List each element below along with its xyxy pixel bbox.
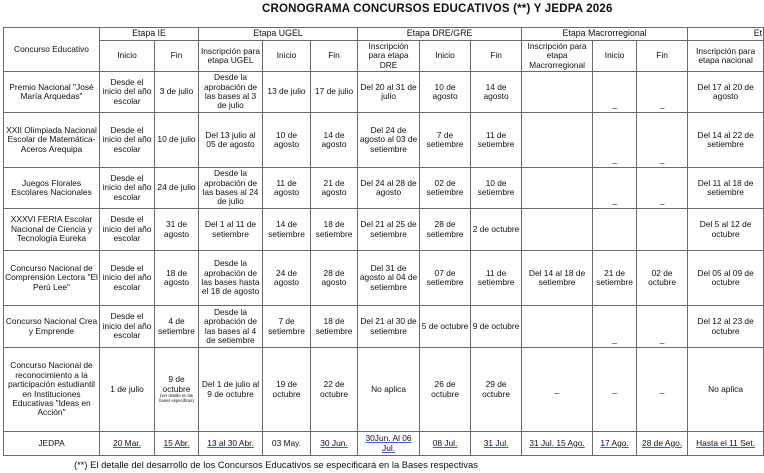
- ie-start: Desde el inicio del año escolar: [100, 251, 155, 306]
- macro-end: 28 de Ago.: [637, 432, 688, 456]
- table-row: [4, 72, 764, 113]
- ie-end-note: (ver detalle en las bases específicas): [159, 393, 194, 403]
- dre-registration: No aplica: [358, 348, 420, 432]
- ugel-registration: 13 al 30 Abr.: [199, 432, 263, 456]
- national-registration: Del 5 al 12 de octubre: [688, 209, 764, 251]
- schedule-table: [3, 27, 764, 456]
- table-row: [4, 209, 764, 251]
- table-row: [4, 348, 764, 432]
- dre-end: 10 de setiembre: [471, 168, 522, 209]
- dre-start: 07 de setiembre: [420, 251, 471, 306]
- header-nacional-inscripcion: Inscripción para etapa nacional: [688, 41, 764, 72]
- macro-end: _: [637, 113, 688, 168]
- macro-registration: 31 Jul. 15 Ago.: [522, 432, 593, 456]
- header-etapa-ugel: Etapa UGEL: [199, 28, 358, 41]
- header-dre-fin: Fin: [471, 41, 522, 72]
- macro-start: [593, 209, 637, 251]
- dre-start: 10 de agosto: [420, 72, 471, 113]
- ugel-registration: Desde la aprobación de las bases al 4 de setiembre: [199, 306, 263, 348]
- header-macro-inicio: Inicio: [593, 41, 637, 72]
- ie-end: 3 de julio: [155, 72, 199, 113]
- header-etapa-nacional: Et: [688, 28, 764, 41]
- dre-end: 9 de octubre: [471, 306, 522, 348]
- sub-header-row: [4, 41, 764, 72]
- ie-end: 18 de agosto: [155, 251, 199, 306]
- dre-start: 26 de octubre: [420, 348, 471, 432]
- header-etapa-ie: Etapa IE: [100, 28, 199, 41]
- ugel-start: 7 de setiembre: [263, 306, 311, 348]
- dre-start: 7 de setiembre: [420, 113, 471, 168]
- ugel-end: 30 Jun.: [311, 432, 358, 456]
- ie-end: 15 Abr.: [155, 432, 199, 456]
- macro-end: _: [637, 72, 688, 113]
- contest-name: Juegos Florales Escolares Nacionales: [4, 168, 100, 209]
- table-row: [4, 168, 764, 209]
- national-registration: Del 05 al 09 de octubre: [688, 251, 764, 306]
- ugel-registration: Desde la aprobación de las bases al 24 de julio: [199, 168, 263, 209]
- table-row: [4, 251, 764, 306]
- macro-start: _: [593, 113, 637, 168]
- national-registration: Del 14 al 22 de setiembre: [688, 113, 764, 168]
- ie-start: Desde el inicio del año escolar: [100, 209, 155, 251]
- ie-end: 31 de agosto: [155, 209, 199, 251]
- ie-end: 9 de octubre: [162, 374, 191, 394]
- dre-registration: Del 20 al 31 de julio: [358, 72, 420, 113]
- ugel-end: 22 de octubre: [311, 348, 358, 432]
- contest-name: Concurso Nacional de Comprensión Lectora "El Perú Lee": [4, 251, 100, 306]
- national-registration: Del 12 al 23 de octubre: [688, 306, 764, 348]
- stage-header-row: [4, 28, 764, 41]
- dre-registration: Del 21 al 25 de setiembre: [358, 209, 420, 251]
- macro-end: [637, 209, 688, 251]
- dre-registration: Del 24 al 28 de agosto: [358, 168, 420, 209]
- table-row-jedpa: [4, 432, 764, 456]
- dre-start: 28 de setiembre: [420, 209, 471, 251]
- header-ugel-fin: Fin: [311, 41, 358, 72]
- header-etapa-macro: Etapa Macrorregional: [522, 28, 688, 41]
- national-registration: Del 17 al 20 de agosto: [688, 72, 764, 113]
- national-registration: Del 11 al 18 de setiembre: [688, 168, 764, 209]
- macro-start: _: [593, 306, 637, 348]
- ugel-registration: Del 1 al 11 de setiembre: [199, 209, 263, 251]
- dre-start: 08 Jul.: [420, 432, 471, 456]
- macro-start: 17 Ago.: [593, 432, 637, 456]
- macro-registration: Del 14 al 18 de setiembre: [522, 251, 593, 306]
- dre-end: 2 de octubre: [471, 209, 522, 251]
- contest-name: Premio Nacional "José María Arquedas": [4, 72, 100, 113]
- ugel-registration: Desde la aprobación de las bases hasta el 18 de agosto: [199, 251, 263, 306]
- national-registration: No aplica: [688, 348, 764, 432]
- dre-end: 29 de octubre: [471, 348, 522, 432]
- ugel-registration: Desde la aprobación de las bases al 3 de julio: [199, 72, 263, 113]
- header-dre-inscripcion: Inscripción para etapa DRE: [358, 41, 420, 72]
- macro-registration: [522, 209, 593, 251]
- dre-registration: Del 21 al 30 de setiembre: [358, 306, 420, 348]
- macro-start: 21 de setiembre: [593, 251, 637, 306]
- macro-registration: [522, 306, 593, 348]
- ie-start: 20 Mar.: [100, 432, 155, 456]
- dre-end: 11 de setiembre: [471, 113, 522, 168]
- ie-start: 1 de julio: [100, 348, 155, 432]
- header-ugel-inicio: Inicio: [263, 41, 311, 72]
- ugel-start: 03 May.: [263, 432, 311, 456]
- header-macro-fin: Fin: [637, 41, 688, 72]
- macro-registration: _: [522, 348, 593, 432]
- contest-name: XXII Olimpiada Nacional Escolar de Matemática-Aceros Arequipa: [4, 113, 100, 168]
- ugel-start: 14 de setiembre: [263, 209, 311, 251]
- contest-name: XXXVI FERIA Escolar Nacional de Ciencia y Tecnología Eureka: [4, 209, 100, 251]
- header-ie-inicio: Inicio: [100, 41, 155, 72]
- ugel-start: 13 de julio: [263, 72, 311, 113]
- dre-start: 02 de setiembre: [420, 168, 471, 209]
- ie-start: Desde el inicio del año escolar: [100, 72, 155, 113]
- ugel-end: 14 de agosto: [311, 113, 358, 168]
- footnote: (**) El detalle del desarrollo de los Concursos Educativos se especificará en la Bases respectivas: [74, 459, 478, 470]
- dre-end: 11 de setiembre: [471, 251, 522, 306]
- header-ugel-inscripcion: Inscripción para etapa UGEL: [199, 41, 263, 72]
- macro-start: _: [593, 168, 637, 209]
- ugel-start: 24 de agosto: [263, 251, 311, 306]
- ie-end: 10 de julio: [155, 113, 199, 168]
- ie-end: 24 de julio: [155, 168, 199, 209]
- contest-name: Concurso Nacional Crea y Emprende: [4, 306, 100, 348]
- schedule-table-container: [3, 27, 763, 456]
- national-registration: Hasta el 11 Set.: [688, 432, 764, 456]
- ugel-end: 18 de setiembre: [311, 209, 358, 251]
- macro-registration: [522, 72, 593, 113]
- header-macro-inscripcion: Inscripción para etapa Macrorregional: [522, 41, 593, 72]
- ie-end-cell: [155, 348, 199, 432]
- macro-registration: [522, 113, 593, 168]
- macro-end: 02 de octubre: [637, 251, 688, 306]
- dre-registration: Del 31 de agosto al 04 de setiembre: [358, 251, 420, 306]
- dre-start: 5 de octubre: [420, 306, 471, 348]
- header-dre-inicio: Inicio: [420, 41, 471, 72]
- macro-start: _: [593, 348, 637, 432]
- ugel-end: 21 de agosto: [311, 168, 358, 209]
- macro-end: _: [637, 168, 688, 209]
- header-concurso: Concurso Educativo: [4, 28, 100, 72]
- header-ie-fin: Fin: [155, 41, 199, 72]
- table-row: [4, 113, 764, 168]
- ie-start: Desde el inicio del año escolar: [100, 113, 155, 168]
- ugel-start: 11 de agosto: [263, 168, 311, 209]
- dre-registration: 30Jun. Al 06 Jul.: [358, 432, 420, 456]
- header-etapa-dre: Etapa DRE/GRE: [358, 28, 522, 41]
- macro-end: _: [637, 348, 688, 432]
- dre-end: 31 Jul.: [471, 432, 522, 456]
- ugel-end: 18 de setiembre: [311, 306, 358, 348]
- ugel-registration: Del 13 julio al 05 de agosto: [199, 113, 263, 168]
- ugel-start: 19 de octubre: [263, 348, 311, 432]
- macro-start: _: [593, 72, 637, 113]
- ugel-end: 17 de julio: [311, 72, 358, 113]
- ugel-registration: Del 1 de julio al 9 de octubre: [199, 348, 263, 432]
- ie-start: Desde el inicio del año escolar: [100, 306, 155, 348]
- ugel-start: 10 de agosto: [263, 113, 311, 168]
- page-title: CRONOGRAMA CONCURSOS EDUCATIVOS (**) Y JEDPA 2026: [262, 3, 613, 15]
- contest-name: Concurso Nacional de reconocimiento a la participación estudiantil en Instituciones Educativas "Ideas en Acción": [4, 348, 100, 432]
- contest-name: JEDPA: [4, 432, 100, 456]
- ie-end: 4 de setiembre: [155, 306, 199, 348]
- ugel-end: 28 de agosto: [311, 251, 358, 306]
- dre-end: 14 de agosto: [471, 72, 522, 113]
- ie-start: Desde el inicio del año escolar: [100, 168, 155, 209]
- table-row: [4, 306, 764, 348]
- macro-end: _: [637, 306, 688, 348]
- macro-registration: [522, 168, 593, 209]
- dre-registration: Del 24 de agosto al 03 de setiembre: [358, 113, 420, 168]
